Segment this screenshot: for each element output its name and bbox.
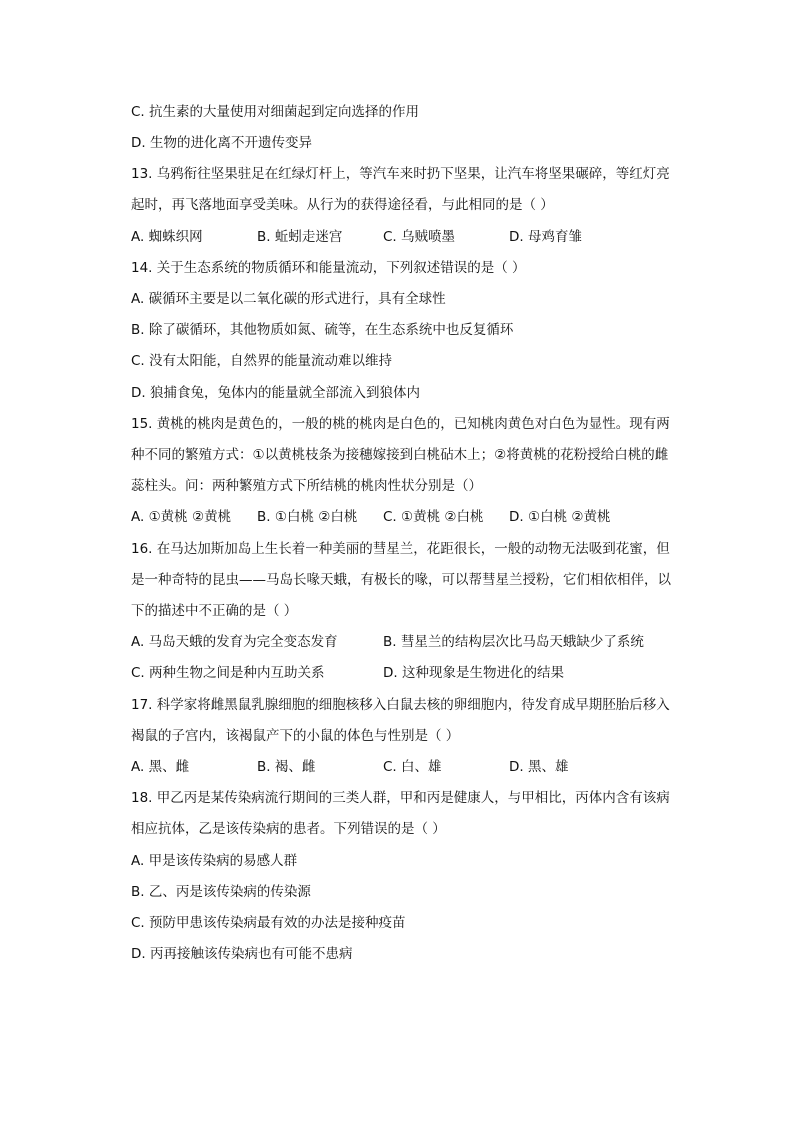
q16-option-b: B. 彗星兰的结构层次比马岛天蛾缺少了系统 [383, 634, 644, 650]
q13-option-a: A. 蜘蛛织网 [131, 229, 203, 245]
q13-option-b: B. 蚯蚓走迷宫 [257, 229, 343, 245]
q13-options [131, 226, 711, 248]
q15-stem-line3: 蕊柱头。问：两种繁殖方式下所结桃的桃肉性状分别是（） [131, 478, 482, 494]
q16-stem-line3: 下的描述中不正确的是（ ） [131, 603, 298, 619]
q12-option-c: C. 抗生素的大量使用对细菌起到定向选择的作用 [131, 104, 420, 120]
q14-option-d: D. 狼捕食兔，兔体内的能量就全部流入到狼体内 [131, 385, 420, 401]
q14-option-b: B. 除了碳循环，其他物质如氮、硫等，在生态系统中也反复循环 [131, 322, 514, 338]
q18-option-b: B. 乙、丙是该传染病的传染源 [131, 884, 311, 900]
q15-option-b: B. ①白桃 ②白桃 [257, 509, 358, 525]
q18-stem-line1: 18. 甲乙丙是某传染病流行期间的三类人群，甲和丙是健康人，与甲相比，丙体内含有该病 [131, 790, 670, 806]
q16-options-row2 [131, 662, 711, 684]
q17-stem-line2: 褐鼠的子宫内，该褐鼠产下的小鼠的体色与性别是（ ） [131, 728, 460, 744]
q13-option-d: D. 母鸡育雏 [509, 229, 582, 245]
q17-option-a: A. 黑、雌 [131, 759, 190, 775]
q15-stem-line2: 种不同的繁殖方式：①以黄桃枝条为接穗嫁接到白桃砧木上；②将黄桃的花粉授给白桃的雌 [131, 447, 669, 463]
q17-option-b: B. 褐、雌 [257, 759, 316, 775]
q15-options [131, 506, 711, 528]
q12-option-d: D. 生物的进化离不开遗传变异 [131, 135, 312, 151]
q13-option-c: C. 乌贼喷墨 [383, 229, 456, 245]
q14-option-a: A. 碳循环主要是以二氧化碳的形式进行，具有全球性 [131, 291, 446, 307]
q18-option-a: A. 甲是该传染病的易感人群 [131, 853, 298, 869]
q15-option-a: A. ①黄桃 ②黄桃 [131, 509, 232, 525]
q17-option-c: C. 白、雄 [383, 759, 442, 775]
q16-options-row1 [131, 631, 711, 653]
q14-stem: 14. 关于生态系统的物质循环和能量流动，下列叙述错误的是（ ） [131, 260, 526, 276]
q18-option-d: D. 丙再接触该传染病也有可能不患病 [131, 946, 353, 962]
q13-stem-line1: 13. 乌鸦衔往坚果驻足在红绿灯杆上，等汽车来时扔下坚果，让汽车将坚果碾碎，等红灯亮 [131, 166, 670, 182]
q17-options [131, 756, 711, 778]
q17-option-d: D. 黑、雄 [509, 759, 569, 775]
q18-stem-line2: 相应抗体，乙是该传染病的患者。下列错误的是（ ） [131, 821, 446, 837]
q14-option-c: C. 没有太阳能，自然界的能量流动难以维持 [131, 353, 393, 369]
q16-option-c: C. 两种生物之间是种内互助关系 [131, 665, 325, 681]
q15-option-d: D. ①白桃 ②黄桃 [509, 509, 611, 525]
q17-stem-line1: 17. 科学家将雌黑鼠乳腺细胞的细胞核移入白鼠去核的卵细胞内，待发育成早期胚胎后移入 [131, 697, 670, 713]
q18-option-c: C. 预防甲患该传染病最有效的办法是接种疫苗 [131, 915, 406, 931]
q15-stem-line1: 15. 黄桃的桃肉是黄色的，一般的桃的桃肉是白色的，已知桃肉黄色对白色为显性。现有两 [131, 416, 670, 432]
q16-stem-line1: 16. 在马达加斯加岛上生长着一种美丽的彗星兰，花距很长，一般的动物无法吸到花蜜，但 [131, 541, 670, 557]
q16-option-a: A. 马岛天蛾的发育为完全变态发育 [131, 634, 338, 650]
q16-option-d: D. 这种现象是生物进化的结果 [383, 665, 564, 681]
q13-stem-line2: 起时，再飞落地面享受美味。从行为的获得途径看，与此相同的是（ ） [131, 197, 554, 213]
q16-stem-line2: 是一种奇特的昆虫——马岛长喙天蛾，有极长的喙，可以帮彗星兰授粉，它们相依相伴，以 [131, 572, 671, 588]
q15-option-c: C. ①黄桃 ②白桃 [383, 509, 484, 525]
